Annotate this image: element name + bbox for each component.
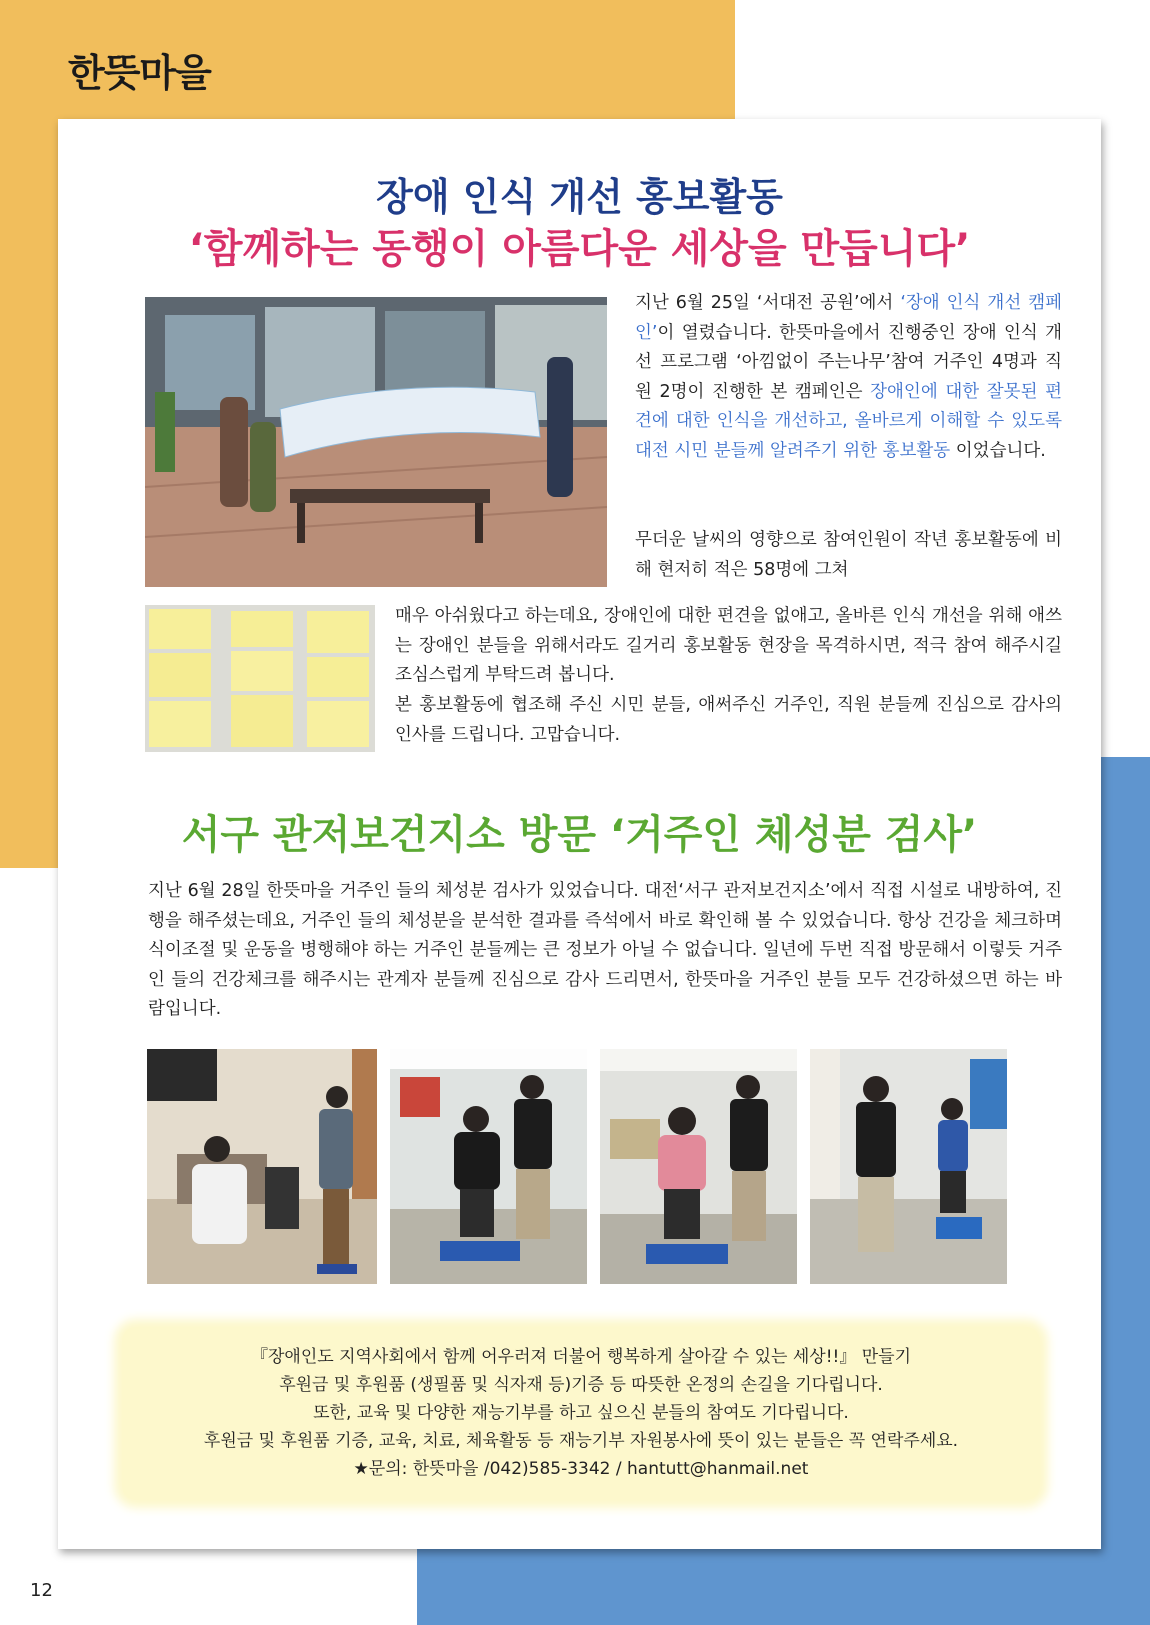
- notice-line-3: 또한, 교육 및 다양한 재능기부를 하고 싶으신 분들의 참여도 기다립니다.: [313, 1403, 849, 1423]
- health-check-photo-3: [600, 1049, 797, 1284]
- article1-paragraph-1: [635, 289, 1062, 466]
- article1-p1-a: 지난 6월 25일 ‘서대전 공원’에서: [635, 293, 901, 313]
- article1-paragraph-3: 매우 아쉬웠다고 하는데요, 장애인에 대한 편견을 없애고, 올바른 인식 개선을 위해 애쓰는 장애인 분들을 위해서라도 길거리 홍보활동 현장을 목격하시면, 적극 참여 해주시길 조심스럽게 부탁드려 봅니다.: [395, 606, 1062, 685]
- notice-line-4: 후원금 및 후원품 기증, 교육, 치료, 체육활동 등 재능기부 자원봉사에 뜻이 있는 분들은 꼭 연락주세요.: [203, 1431, 959, 1451]
- page-number: 12: [30, 1580, 53, 1601]
- notice-line-1: 『장애인도 지역사회에서 함께 어우러져 더불어 행복하게 살아갈 수 있는 세상!!』 만들기: [250, 1347, 911, 1367]
- health-check-photo-1-illustration: [147, 1049, 377, 1284]
- article1-p1-c: 이 열렸습니다. 한뜻마을에서 진행중인 장애 인식 개선 프로그램 ‘아낌없이 주는나무’참여 거주인 4명과 직원 2명이 진행한 본 캠페인은: [635, 322, 1062, 402]
- campaign-photo-illustration: [145, 297, 607, 587]
- article1-p1-highlight-purpose: 장애인에 대한 잘못된 편견에 대한 인식을 개선하고, 올바르게 이해할 수 있도록 대전 시민 분들께 알려주기 위한 홍보활동: [635, 381, 1062, 461]
- donation-notice-box: [122, 1327, 1040, 1500]
- article1-subtitle: ‘함께하는 동행이 아름다운 세상을 만듭니다’: [188, 226, 971, 272]
- article1-paragraph-2: 무더운 날씨의 영향으로 참여인원이 작년 홍보활동에 비해 현저히 적은 58명에 그쳐: [635, 530, 1062, 580]
- content-card: [58, 119, 1101, 1549]
- sticky-notes-photo: [145, 605, 375, 752]
- article1-p1-e: 이었습니다.: [950, 440, 1046, 461]
- notice-line-2: 후원금 및 후원품 (생필품 및 식자재 등)기증 등 따뜻한 온정의 손길을 기다립니다.: [279, 1375, 883, 1395]
- health-check-photo-2: [390, 1049, 587, 1284]
- health-check-photo-2-illustration: [390, 1049, 587, 1284]
- article1-p1-highlight-campaign: ‘장애 인식 개선 캠페인’: [635, 293, 1063, 343]
- article2-title: 서구 관저보건지소 방문 ‘거주인 체성분 검사’: [181, 812, 978, 858]
- article1-paragraph-4: 본 홍보활동에 협조해 주신 시민 분들, 애써주신 거주인, 직원 분들께 진심으로 감사의 인사를 드립니다. 고맙습니다.: [395, 695, 1062, 745]
- health-check-photo-4-illustration: [810, 1049, 1007, 1284]
- health-check-photo-4: [810, 1049, 1007, 1284]
- health-check-photo-1: [147, 1049, 377, 1284]
- campaign-photo: [145, 297, 607, 587]
- health-check-photo-3-illustration: [600, 1049, 797, 1284]
- sticky-notes-illustration: [145, 605, 375, 752]
- article2-body: 지난 6월 28일 한뜻마을 거주인 들의 체성분 검사가 있었습니다. 대전‘서구 관저보건지소’에서 직접 시설로 내방하여, 진행을 해주셨는데요, 거주인 들의 체성분을 분석한 결과를 즉석에서 바로 확인해 볼 수 있었습니다. 항상 건강을 체크하며 식이조절 및 운동을 병행해야 하는 거주인 분들께는 큰 정보가 아닐 수 없습니다. 일년에 두번 직접 방문해서 이렇듯 거주인 들의 건강체크를 해주시는 관계자 분들께 진심으로 감사 드리면서, 한뜻마을 거주인 분들 모두 건강하셨으면 하는 바람입니다.: [148, 881, 1062, 1019]
- section-name: 한뜻마을: [68, 51, 211, 95]
- notice-line-5-contact: ★문의: 한뜻마을 /042)585-3342 / hantutt@hanmail.net: [353, 1459, 809, 1479]
- article1-title: 장애 인식 개선 홍보활동: [376, 175, 783, 219]
